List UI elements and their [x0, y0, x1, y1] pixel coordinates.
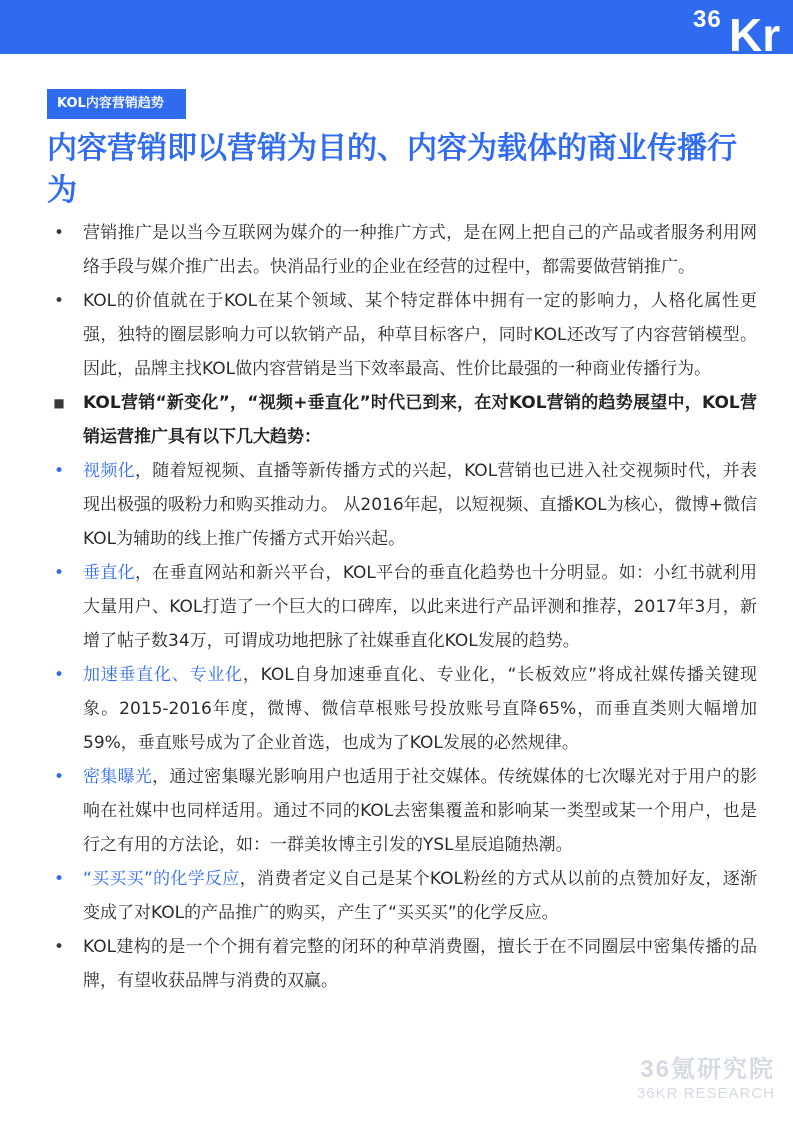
bullet-list — [52, 216, 757, 998]
dot-bullet-icon: • — [53, 937, 65, 957]
item-highlight: 加速垂直化、专业化 — [83, 665, 243, 685]
list-item — [52, 862, 757, 930]
list-item — [52, 284, 757, 386]
item-text: KOL的价值就在于KOL在某个领域、某个特定群体中拥有一定的影响力，人格化属性更强，独特的圈层影响力可以软销产品，种草目标客户，同时KOL还改写了内容营销模型。因此，品牌主找KOL做内容营销是当下效率最高、性价比最强的一种商业传播行为。 — [83, 291, 757, 379]
logo-letters: Kr — [729, 9, 781, 54]
square-bullet-icon: ■ — [53, 396, 65, 410]
dot-bullet-icon: • — [53, 767, 65, 787]
item-highlight: 垂直化 — [83, 563, 135, 583]
list-item — [52, 216, 757, 284]
logo-number: 36 — [693, 6, 722, 33]
36kr-logo — [689, 0, 789, 54]
list-item-emphasis — [52, 386, 757, 454]
section-tag: KOL内容营销趋势 — [47, 89, 186, 119]
dot-bullet-icon: • — [53, 461, 65, 481]
top-header-bar — [0, 0, 793, 54]
item-highlight: 视频化 — [83, 461, 135, 481]
watermark — [625, 1055, 775, 1103]
item-text: KOL营销“新变化”，“视频+垂直化”时代已到来，在对KOL营销的趋势展望中，KOL营销运营推广具有以下几大趋势： — [83, 393, 757, 447]
item-text: ，在垂直网站和新兴平台，KOL平台的垂直化趋势也十分明显。如：小红书就利用大量用户、KOL打造了一个巨大的口碑库，以此来进行产品评测和推荐，2017年3月，新增了帖子数34万，可谓成功地把脉了社媒垂直化KOL发展的趋势。 — [83, 563, 757, 651]
dot-bullet-icon: • — [53, 563, 65, 583]
page-title: 内容营销即以营销为目的、内容为载体的商业传播行为 — [47, 131, 737, 208]
dot-bullet-icon: • — [53, 665, 65, 685]
dot-bullet-icon: • — [53, 223, 65, 243]
dot-bullet-icon: • — [53, 869, 65, 889]
item-highlight: 密集曝光 — [83, 767, 153, 787]
item-text: ，通过密集曝光影响用户也适用于社交媒体。传统媒体的七次曝光对于用户的影响在社媒中也同样适用。通过不同的KOL去密集覆盖和影响某一类型或某一个用户，也是行之有用的方法论，如：一群美妆博主引发的YSL星辰追随热潮。 — [83, 767, 758, 855]
item-text: KOL建构的是一个个拥有着完整的闭环的种草消费圈，擅长于在不同圈层中密集传播的品牌，有望收获品牌与消费的双赢。 — [83, 937, 757, 991]
dot-bullet-icon: • — [53, 291, 65, 311]
list-item — [52, 454, 757, 556]
item-highlight: “买买买”的化学反应 — [83, 869, 240, 889]
item-text: ，随着短视频、直播等新传播方式的兴起，KOL营销也已进入社交视频时代，并表现出极强的吸粉力和购买推动力。 从2016年起，以短视频、直播KOL为核心，微博+微信KOL为辅助的线上推广传播方式开始兴起。 — [83, 461, 757, 549]
list-item — [52, 930, 757, 998]
list-item — [52, 658, 757, 760]
item-text: ，KOL自身加速垂直化、专业化，“长板效应”将成社媒传播关键现象。2015-2016年度，微博、微信草根账号投放账号直降65%，而垂直类则大幅增加59%，垂直账号成为了企业首选，也成为了KOL发展的必然规律。 — [83, 665, 757, 753]
item-text: 营销推广是以当今互联网为媒介的一种推广方式，是在网上把自己的产品或者服务利用网络手段与媒介推广出去。快消品行业的企业在经营的过程中，都需要做营销推广。 — [83, 223, 757, 277]
watermark-en: 36KR RESEARCH — [636, 1085, 775, 1102]
watermark-cn: 36氪研究院 — [640, 1056, 775, 1083]
list-item — [52, 556, 757, 658]
list-item — [52, 760, 757, 862]
item-text: ，消费者定义自己是某个KOL粉丝的方式从以前的点赞加好友，逐渐变成了对KOL的产品推广的购买，产生了“买买买”的化学反应。 — [83, 869, 757, 923]
